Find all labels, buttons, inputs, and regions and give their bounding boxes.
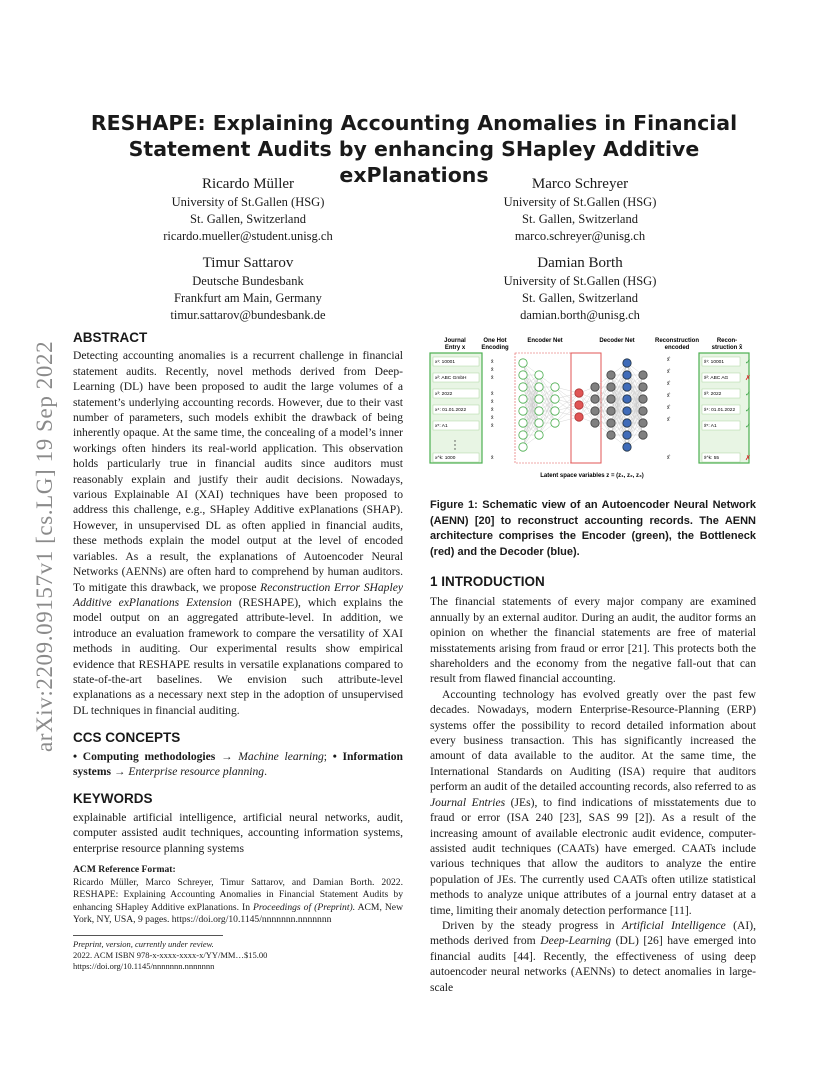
network-node [551, 419, 559, 427]
network-edge [523, 411, 539, 447]
check-icon: ✓ [745, 391, 751, 398]
ellipsis-dot [454, 448, 455, 449]
author-block-1 [98, 174, 398, 245]
author-affiliation: University of St.Gallen (HSG) [171, 195, 325, 209]
network-node [535, 371, 543, 379]
network-node [519, 431, 527, 439]
paper-title: RESHAPE: Explaining Accounting Anomalies in Financial Statement Audits by enhancing SHapley Additive exPlanations [90, 111, 738, 187]
author-email[interactable]: ricardo.mueller@student.unisg.ch [163, 229, 333, 243]
abstract-heading: ABSTRACT [73, 330, 148, 345]
ccs-text: • Computing methodologies → Machine learning; • Information systems → Enterprise resource planning. [73, 749, 403, 778]
intro-paragraph-1: The financial statements of every major company are examined annually by an external auditor. During an audit, the auditor forms an opinion on whether the financial statements are free of material misstatements arising from fraud or error [21]. This protects both the shareholders and the economy from the negative fall-out that can result from flawed financial accounting. [430, 595, 756, 686]
network-edge [611, 363, 627, 399]
fig-col-recon: Recon- [716, 338, 738, 344]
input-value: x²: ABC GmbH [435, 376, 467, 381]
acm-reference-heading: ACM Reference Format: [73, 864, 176, 875]
check-icon: ✓ [745, 423, 751, 430]
network-node [607, 395, 615, 403]
intro-paragraph-2: Accounting technology has evolved greatly over the past few decades. Nowadays, modern Enterprise-Resource-Planning (ERP) systems offer the possibility to record detailed information about every business transaction. This has significantly increased the amount of data available to the auditor. At the same time, the International Standards on Auditing (ISA) require that auditors perform an audit of the detailed accounting records, also referred to as Journal Entries (JEs), to find indications of misstatements due to fraud or error (ISA 240 [23], SAS 99 [2]). As a result of the increasing amount of available electronic audit evidence, computer-assisted audit techniques (CAATs) have emerged. CAATs include various techniques that allow the auditors to analyze the entire population of JEs. The currently used CAATs often utilize statistical methods to analyze unique attributes of a journal entry dataset at a time, limiting their anomaly detection performance [11]. [430, 687, 756, 917]
recon-encoded-value: x̄̂ [667, 393, 670, 399]
author-email[interactable]: damian.borth@unisg.ch [520, 308, 640, 322]
fig-col-encoder: Encoder Net [527, 338, 563, 344]
author-location: St. Gallen, Switzerland [190, 212, 306, 226]
network-node [623, 383, 631, 391]
network-node [639, 419, 647, 427]
network-node [591, 407, 599, 415]
figure-1 [427, 333, 757, 483]
fig-col-recon-enc: Reconstruction [654, 338, 700, 344]
fig-col-decoder: Decoder Net [599, 338, 635, 344]
recon-encoded-value: x̄̂ [667, 405, 670, 411]
footnote-line: 2022. ACM ISBN 978-x-xxxx-xxxx-x/YY/MM…$15.00 [73, 949, 268, 960]
onehot-value: x̄ [491, 455, 494, 461]
network-node [623, 419, 631, 427]
keywords-heading: KEYWORDS [73, 791, 153, 807]
author-block-2 [430, 174, 730, 245]
network-node [639, 371, 647, 379]
autoencoder-diagram [427, 333, 757, 483]
output-value: x̂²: ABC AG [704, 376, 729, 381]
network-node [639, 395, 647, 403]
abstract-text: Detecting accounting anomalies is a recurrent challenge in financial statement audits. Recently, novel methods derived from Deep-Learning (DL) have been proposed to audit the large volumes of a statement’s underlying accounting records. However, due to their vast number of parameters, such models exhibit the drawback of being inherently opaque. At the same time, the concealing of a model’s inner workings often hinders its real-world application. This observation holds particularly true in financial audits since auditors must reasonably explain and justify their audit decisions. Nowadays, various Explainable AI (XAI) techniques have been proposed to address this challenge, e.g., SHapley Additive exPlanations (SHAP). However, in unsupervised DL as often applied in financial audits, these methods explain the model output at the level of encoded variables. As a result, the explanations of Autoencoder Neural Networks (AENNs) are often hard to comprehend by human auditors. To mitigate this drawback, we propose Reconstruction Error SHapley Additive exPlanations Extension (RESHAPE), which explains the model output on an aggregated attribute-level. In addition, we introduce an evaluation framework to compare the versatility of XAI methods in auditing. Our experimental results show empirical evidence that RESHAPE results in versatile explanations compared to state-of-the-art baselines. We envision such attribute-level explanations as a necessary next step in the adoption of unsupervised DL techniques in financial auditing. [73, 349, 403, 717]
cross-icon: ✗ [745, 455, 751, 462]
network-node [623, 443, 631, 451]
output-value: x̂⁴: 01.01.2022 [704, 408, 736, 413]
author-affiliation: Deutsche Bundesbank [192, 274, 304, 288]
recon-encoded-value: x̄̂ [667, 455, 670, 461]
onehot-value: x̄ [491, 375, 494, 381]
onehot-values [491, 359, 494, 461]
onehot-value: x̄ [491, 399, 494, 405]
recon-encoded-value: x̄̂ [667, 417, 670, 423]
author-affiliation: University of St.Gallen (HSG) [503, 274, 657, 288]
network-node [535, 407, 543, 415]
network-node [623, 431, 631, 439]
author-block-3 [98, 253, 398, 324]
arxiv-id: arXiv:2209.09157v1 [cs.LG] 19 Sep 2022 [32, 340, 57, 752]
intro-heading: 1 INTRODUCTION [430, 574, 545, 589]
output-value: x̂¹: 10001 [704, 360, 725, 365]
ccs-heading: CCS CONCEPTS [73, 730, 181, 746]
footnote-line: Preprint, version, currently under review. [73, 938, 214, 949]
check-icon: ✓ [745, 407, 751, 414]
fig-col-recon-sub: struction x̂ [711, 345, 743, 351]
output-value: x̂^k: 55 [704, 456, 720, 461]
author-name: Marco Schreyer [531, 176, 629, 192]
network-node [575, 389, 583, 397]
fig-col-onehot-sub: Encoding [481, 345, 509, 351]
intro-paragraph-3: Driven by the steady progress in Artificial Intelligence (AI), methods derived from Deep-Learning (DL) [26] have emerged into financial audits [44]. Recently, the effectiveness of using deep autoencoder neural networks (AENNs) to detect anomalies in large-scale [430, 918, 756, 994]
input-value: x⁵: A1 [435, 424, 448, 429]
network-node [575, 413, 583, 421]
network-node [535, 395, 543, 403]
network-node [591, 419, 599, 427]
network-node [639, 407, 647, 415]
footnote-rule [73, 935, 223, 936]
fig-col-recon-enc-sub: encoded [664, 345, 690, 351]
network-node [519, 395, 527, 403]
author-location: St. Gallen, Switzerland [522, 212, 638, 226]
network-node [575, 401, 583, 409]
check-icon: ✓ [745, 359, 751, 366]
network-node [639, 431, 647, 439]
right-column [430, 498, 756, 995]
author-location: St. Gallen, Switzerland [522, 291, 638, 305]
footnote [73, 939, 403, 972]
network-node [551, 407, 559, 415]
input-value: x^k: 1000 [435, 456, 456, 461]
fig-col-journal-sub: Entry x [444, 345, 466, 351]
ellipsis-dot [454, 444, 455, 445]
input-value: x³: 2022 [435, 392, 453, 397]
network-edge [595, 375, 611, 411]
network-node [519, 407, 527, 415]
cross-icon: ✗ [745, 375, 751, 382]
network-node [519, 383, 527, 391]
fig-col-onehot: One Hot [483, 338, 507, 344]
input-value: x⁴: 01.01.2022 [435, 408, 467, 413]
network-node [519, 443, 527, 451]
network-node [551, 395, 559, 403]
author-email[interactable]: timur.sattarov@bundesbank.de [170, 308, 326, 322]
network-edge [627, 411, 643, 447]
fig-col-journal: Journal [444, 338, 466, 344]
network-node [607, 371, 615, 379]
onehot-value: x̄ [491, 415, 494, 421]
onehot-value: x̄ [491, 423, 494, 429]
onehot-value: x̄ [491, 367, 494, 373]
input-value: x¹: 10001 [435, 360, 456, 365]
network-node [535, 383, 543, 391]
output-value: x̂³: 2022 [704, 392, 722, 397]
network-node [623, 371, 631, 379]
network-node [623, 407, 631, 415]
network-node [607, 419, 615, 427]
latent-label: Latent space variables z = (z₁, z₂, z₃) [540, 473, 644, 479]
figure-caption: Figure 1: Schematic view of an Autoencoder Neural Network (AENN) [20] to reconstruct accounting records. The AENN architecture comprises the Encoder (green), the Bottleneck (red) and the Decoder (blue). [430, 499, 756, 558]
network-node [607, 383, 615, 391]
author-email[interactable]: marco.schreyer@unisg.ch [514, 229, 646, 243]
network-nodes [519, 357, 671, 461]
author-name: Timur Sattarov [202, 255, 294, 271]
onehot-value: x̄ [491, 407, 494, 413]
recon-encoded-value: x̄̂ [667, 357, 670, 363]
author-name: Damian Borth [537, 255, 623, 271]
network-node [639, 383, 647, 391]
network-node [591, 395, 599, 403]
network-node [519, 419, 527, 427]
acm-reference-text: Ricardo Müller, Marco Schreyer, Timur Sattarov, and Damian Borth. 2022. RESHAPE: Explaining Accounting Anomalies in Financial Statement Audits by enhancing SHapley Additive exPlanations. In Proceedings of (Preprint). ACM, New York, NY, USA, 9 pages. https://doi.org/10.1145/nnnnnnn.nnnnnnn [73, 876, 403, 926]
arxiv-stamp [12, 240, 72, 760]
network-node [623, 395, 631, 403]
network-node [535, 431, 543, 439]
recon-encoded-value: x̄̂ [667, 369, 670, 375]
network-node [519, 371, 527, 379]
recon-encoded-value: x̄̂ [667, 381, 670, 387]
network-edge [539, 399, 555, 435]
author-name: Ricardo Müller [201, 176, 295, 192]
network-node [607, 431, 615, 439]
network-node [535, 419, 543, 427]
network-node [551, 383, 559, 391]
network-node [607, 407, 615, 415]
author-location: Frankfurt am Main, Germany [174, 291, 322, 305]
network-node [519, 359, 527, 367]
left-column [73, 330, 403, 972]
author-affiliation: University of St.Gallen (HSG) [503, 195, 657, 209]
footnote-line[interactable]: https://doi.org/10.1145/nnnnnnn.nnnnnnn [73, 960, 215, 971]
ellipsis-dot [454, 440, 455, 441]
onehot-value: x̄ [491, 359, 494, 365]
acm-reference [73, 864, 403, 927]
network-node [623, 359, 631, 367]
network-node [591, 383, 599, 391]
onehot-value: x̄ [491, 391, 494, 397]
author-block-4 [430, 253, 730, 324]
output-value: x̂⁵: A1 [704, 424, 717, 429]
keywords-text: explainable artificial intelligence, artificial neural networks, audit, computer assisted audit techniques, accounting information systems, enterprise resource planning systems [73, 810, 403, 855]
